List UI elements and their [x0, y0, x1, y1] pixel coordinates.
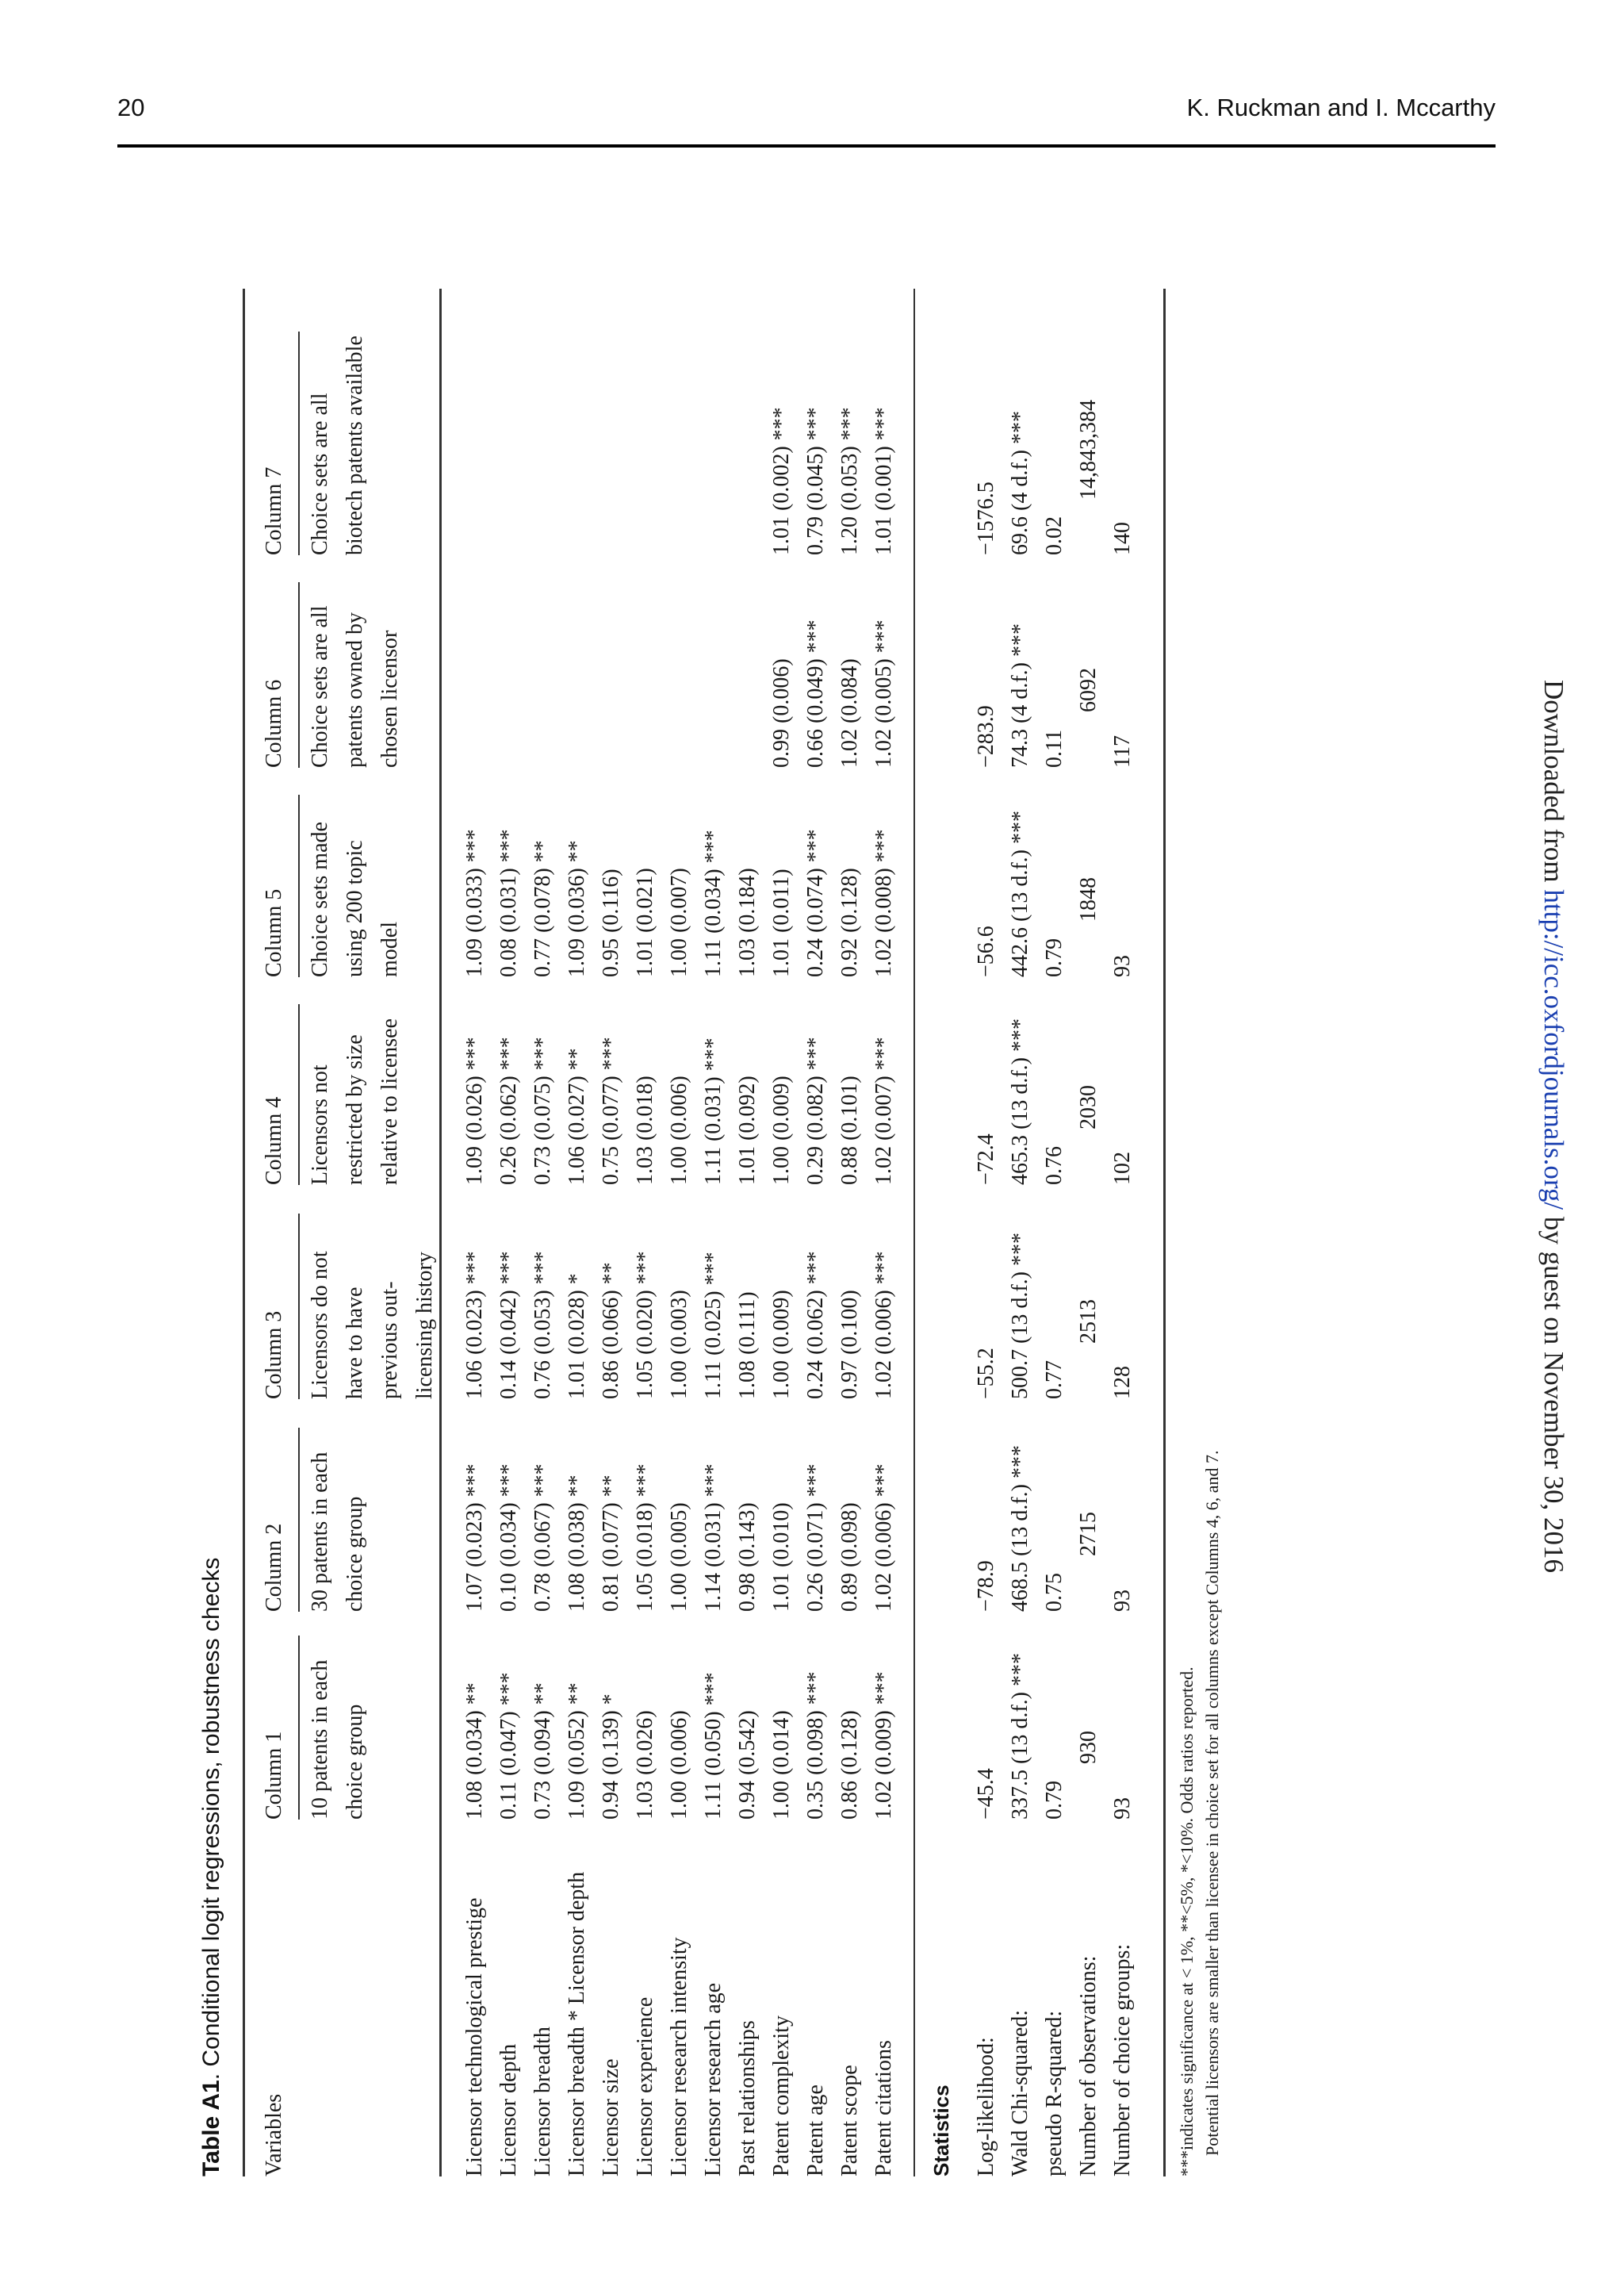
- stat-cell: 0.79: [1042, 938, 1067, 977]
- row-label: Patent citations: [871, 2040, 896, 2176]
- table-cell: 1.02 (0.084): [837, 658, 862, 768]
- table-cell: 1.01 (0.010): [769, 1502, 794, 1612]
- stat-cell: 465.3 (13 d.f.) ***: [1008, 1018, 1032, 1185]
- column-description: 30 patents in each choice group: [308, 1452, 367, 1612]
- table-cell: 1.06 (0.023) ***: [462, 1251, 487, 1399]
- table-cell: 1.06 (0.027) **: [565, 1048, 589, 1185]
- column-header: Column 1: [262, 1731, 286, 1820]
- row-label: Licensor research age: [701, 1982, 726, 2176]
- variables-header: Variables: [262, 2093, 286, 2176]
- rotated-table: [192, 232, 1254, 2278]
- column-description: Choice sets made using 200 topic model: [308, 822, 402, 977]
- row-label: Licensor depth: [496, 2043, 521, 2176]
- table-cell: 1.00 (0.009): [769, 1290, 794, 1399]
- stat-label: pseudo R-squared:: [1042, 2010, 1067, 2176]
- note-licensors: Potential licensors are smaller than licensee in choice set for all columns except Columns 4, 6, and 7.: [1202, 1450, 1222, 2156]
- column-header-rule: [298, 795, 300, 977]
- table-cell: 0.10 (0.034) ***: [496, 1463, 521, 1612]
- stat-cell: 468.5 (13 d.f.) ***: [1008, 1445, 1032, 1612]
- table-cell: 1.01 (0.001) ***: [871, 407, 896, 555]
- journal-link[interactable]: http://icc.oxfordjournals.org/: [1538, 889, 1569, 1210]
- column-header-rule: [298, 1214, 300, 1399]
- stat-label: Log-likelihood:: [974, 2037, 998, 2176]
- stat-cell: 128: [1110, 1366, 1135, 1399]
- table-cell: 0.26 (0.062) ***: [496, 1037, 521, 1185]
- download-notice: [1538, 642, 1569, 1610]
- stats-top-rule: [914, 289, 915, 2176]
- table-cell: 1.02 (0.006) ***: [871, 1251, 896, 1399]
- row-label: Patent age: [803, 2084, 828, 2176]
- stat-cell: 93: [1110, 1797, 1135, 1820]
- stat-label: Number of observations:: [1076, 1955, 1101, 2176]
- table-cell: 0.94 (0.139) *: [599, 1693, 623, 1820]
- stat-cell: 442.6 (13 d.f.) ***: [1008, 811, 1032, 977]
- page-number: 20: [117, 94, 145, 121]
- stat-cell: 2513: [1076, 1299, 1101, 1344]
- column-description: 10 patents in each choice group: [308, 1659, 367, 1820]
- row-label: Licensor breadth: [530, 2027, 555, 2176]
- table-cell: 1.00 (0.003): [667, 1290, 691, 1399]
- table-cell: 0.66 (0.049) ***: [803, 619, 828, 768]
- download-prefix: Downloaded from: [1538, 680, 1569, 890]
- table-cell: 1.07 (0.023) ***: [462, 1463, 487, 1612]
- page-header: [117, 94, 1496, 148]
- stat-cell: −72.4: [974, 1133, 998, 1185]
- column-description: Licensors not restricted by size relative to licensee: [308, 1018, 402, 1185]
- table-cell: 1.11 (0.050) ***: [701, 1672, 726, 1820]
- table-cell: 1.01 (0.011): [769, 869, 794, 977]
- stat-cell: 2715: [1076, 1512, 1101, 1556]
- table-cell: 1.05 (0.020) ***: [633, 1251, 657, 1399]
- bottom-rule: [1163, 289, 1166, 2176]
- column-header: Column 6: [262, 679, 286, 768]
- table-cell: 0.24 (0.074) ***: [803, 829, 828, 977]
- table-cell: 0.95 (0.116): [599, 869, 623, 977]
- stat-label: Number of choice groups:: [1110, 1943, 1135, 2176]
- table-cell: 1.09 (0.036) **: [565, 840, 589, 977]
- stat-cell: −45.4: [974, 1768, 998, 1820]
- table-cell: 1.00 (0.006): [667, 1710, 691, 1820]
- stat-cell: 93: [1110, 955, 1135, 977]
- row-label: Licensor research intensity: [667, 1937, 691, 2176]
- table-cell: 0.76 (0.053) ***: [530, 1251, 555, 1399]
- table-cell: 1.02 (0.009) ***: [871, 1671, 896, 1820]
- stat-cell: −78.9: [974, 1560, 998, 1612]
- column-description: Licensors do not have to have previous out-licensing history: [308, 1251, 437, 1399]
- table-cell: 1.03 (0.184): [735, 868, 760, 977]
- column-header-rule: [298, 1636, 300, 1820]
- stat-cell: 1848: [1076, 877, 1101, 922]
- table-cell: 0.14 (0.042) ***: [496, 1251, 521, 1399]
- stat-cell: 0.76: [1042, 1146, 1067, 1185]
- row-label: Patent complexity: [769, 2015, 794, 2176]
- stat-cell: 0.75: [1042, 1573, 1067, 1612]
- stat-cell: 140: [1110, 522, 1135, 555]
- table-cell: 1.00 (0.014): [769, 1710, 794, 1820]
- stat-cell: 0.11: [1042, 730, 1067, 768]
- stat-cell: 102: [1110, 1152, 1135, 1185]
- table-cell: 1.08 (0.034) **: [462, 1682, 487, 1820]
- stat-cell: 74.3 (4 d.f.) ***: [1008, 623, 1032, 768]
- table-cell: 0.24 (0.062) ***: [803, 1251, 828, 1399]
- table-cell: 0.86 (0.066) **: [599, 1262, 623, 1399]
- table-cell: 0.99 (0.006): [769, 658, 794, 768]
- table-cell: 0.78 (0.067) ***: [530, 1463, 555, 1612]
- table-cell: 1.11 (0.034) ***: [701, 830, 726, 977]
- table-cell: 1.09 (0.026) ***: [462, 1037, 487, 1185]
- stat-cell: 0.77: [1042, 1360, 1067, 1399]
- stat-cell: −283.9: [974, 705, 998, 768]
- row-label: Licensor size: [599, 2058, 623, 2176]
- table-cell: 1.05 (0.018) ***: [633, 1463, 657, 1612]
- table-cell: 1.02 (0.005) ***: [871, 619, 896, 768]
- table-cell: 1.14 (0.031) ***: [701, 1463, 726, 1612]
- column-header: Column 4: [262, 1096, 286, 1185]
- table-cell: 1.00 (0.007): [667, 868, 691, 977]
- column-description: Choice sets are all patents owned by chosen licensor: [308, 605, 402, 768]
- column-header: Column 2: [262, 1523, 286, 1612]
- table-cell: 1.08 (0.038) **: [565, 1475, 589, 1612]
- row-label: Patent scope: [837, 2065, 862, 2176]
- table-caption: [198, 1558, 225, 2176]
- table-cell: 1.11 (0.025) ***: [701, 1252, 726, 1399]
- table-cell: 0.73 (0.075) ***: [530, 1037, 555, 1185]
- table-cell: 1.09 (0.052) **: [565, 1682, 589, 1820]
- table-cell: 1.01 (0.028) *: [565, 1273, 589, 1399]
- table-cell: 0.29 (0.082) ***: [803, 1037, 828, 1185]
- stat-cell: 14,843,384: [1076, 400, 1101, 500]
- table-cell: 1.20 (0.053) ***: [837, 407, 862, 555]
- row-label: Licensor experience: [633, 1996, 657, 2176]
- table-cell: 0.77 (0.078) **: [530, 840, 555, 977]
- table-cell: 0.94 (0.542): [735, 1710, 760, 1820]
- table-cell: 1.01 (0.092): [735, 1076, 760, 1185]
- table-cell: 0.97 (0.100): [837, 1290, 862, 1399]
- table-cell: 1.03 (0.026): [633, 1710, 657, 1820]
- column-header-rule: [298, 1004, 300, 1185]
- statistics-header: Statistics: [929, 2084, 953, 2176]
- caption-label: Table A1: [198, 2080, 224, 2176]
- stat-cell: 500.7 (13 d.f.) ***: [1008, 1233, 1032, 1399]
- stat-cell: −1576.5: [974, 481, 998, 555]
- stat-cell: 6092: [1076, 668, 1101, 712]
- column-header-rule: [298, 1428, 300, 1612]
- column-header-rule: [298, 582, 300, 768]
- column-description: Choice sets are all biotech patents available: [308, 336, 367, 555]
- table-cell: 0.92 (0.128): [837, 868, 862, 977]
- top-rule: [243, 289, 245, 2176]
- stat-cell: 0.79: [1042, 1781, 1067, 1820]
- stat-cell: 93: [1110, 1590, 1135, 1612]
- table-cell: 1.08 (0.111): [735, 1291, 760, 1399]
- table-cell: 0.89 (0.098): [837, 1502, 862, 1612]
- column-header-rule: [298, 332, 300, 555]
- table-cell: 0.08 (0.031) ***: [496, 829, 521, 977]
- table-cell: 1.11 (0.031) ***: [701, 1037, 726, 1185]
- table-cell: 0.98 (0.143): [735, 1502, 760, 1612]
- table-cell: 0.81 (0.077) **: [599, 1475, 623, 1612]
- table-cell: 1.02 (0.006) ***: [871, 1463, 896, 1612]
- table-cell: 0.73 (0.094) **: [530, 1682, 555, 1820]
- table-cell: 1.00 (0.006): [667, 1076, 691, 1185]
- table-cell: 0.79 (0.045) ***: [803, 407, 828, 555]
- table-cell: 1.09 (0.033) ***: [462, 829, 487, 977]
- running-head: K. Ruckman and I. Mccarthy: [1186, 94, 1496, 121]
- table-cell: 1.02 (0.008) ***: [871, 829, 896, 977]
- table-cell: 1.00 (0.009): [769, 1076, 794, 1185]
- table-cell: 0.86 (0.128): [837, 1710, 862, 1820]
- table-cell: 1.03 (0.018): [633, 1076, 657, 1185]
- table-cell: 0.35 (0.098) ***: [803, 1671, 828, 1820]
- caption-text: . Conditional logit regressions, robustness checks: [198, 1557, 224, 2080]
- stat-cell: 930: [1076, 1731, 1101, 1764]
- table-cell: 0.26 (0.071) ***: [803, 1463, 828, 1612]
- download-suffix: by guest on November 30, 2016: [1538, 1210, 1569, 1573]
- row-label: Licensor technological prestige: [462, 1897, 487, 2176]
- stat-label: Wald Chi-squared:: [1008, 2009, 1032, 2176]
- table-cell: 1.01 (0.002) ***: [769, 407, 794, 555]
- stat-cell: 0.02: [1042, 516, 1067, 555]
- row-label: Past relationships: [735, 2020, 760, 2176]
- table-cell: 0.11 (0.047) ***: [496, 1672, 521, 1820]
- stat-cell: 117: [1110, 735, 1135, 768]
- stat-cell: −55.2: [974, 1348, 998, 1399]
- table-cell: 1.02 (0.007) ***: [871, 1037, 896, 1185]
- stat-cell: 337.5 (13 d.f.) ***: [1008, 1653, 1032, 1820]
- stat-cell: 69.6 (4 d.f.) ***: [1008, 411, 1032, 555]
- table-cell: 1.00 (0.005): [667, 1502, 691, 1612]
- note-significance: ***indicates significance at < 1%, **<5%, *<10%. Odds ratios reported.: [1177, 1666, 1197, 2176]
- stat-cell: −56.6: [974, 926, 998, 977]
- table-cell: 0.75 (0.077) ***: [599, 1037, 623, 1185]
- column-header: Column 5: [262, 888, 286, 977]
- table-cell: 1.01 (0.021): [633, 868, 657, 977]
- row-label: Licensor breadth * Licensor depth: [565, 1871, 589, 2176]
- column-header: Column 3: [262, 1310, 286, 1399]
- table-cell: 0.88 (0.101): [837, 1076, 862, 1185]
- stat-cell: 2030: [1076, 1085, 1101, 1129]
- column-header: Column 7: [262, 466, 286, 555]
